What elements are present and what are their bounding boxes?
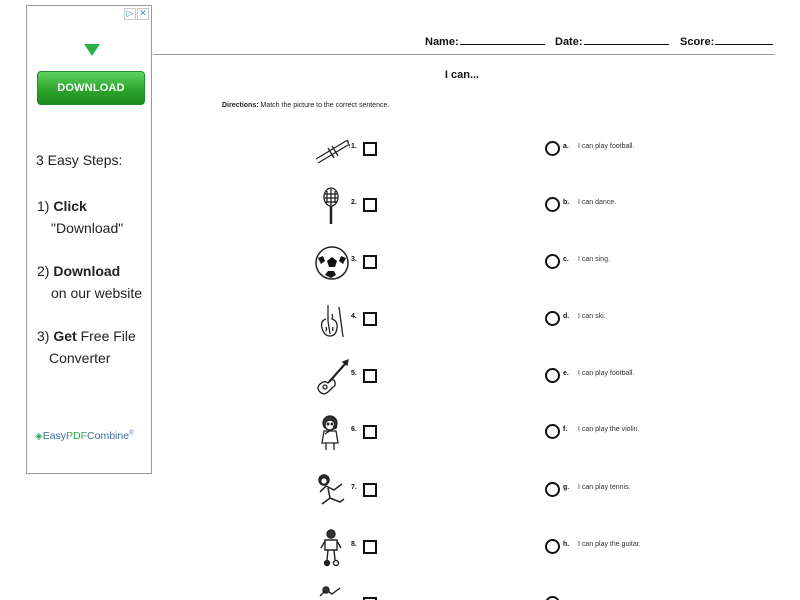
ad-step-2-number: 2) <box>37 263 50 279</box>
ad-logo-easy: Easy <box>42 430 67 442</box>
answer-box-2[interactable] <box>363 198 377 212</box>
option-letter: e. <box>563 370 569 377</box>
ad-steps-title: 3 Easy Steps: <box>36 152 123 168</box>
match-row-1 <box>0 131 800 171</box>
match-dot-e[interactable] <box>545 368 560 383</box>
ad-step-2-action: Download <box>53 263 121 279</box>
option-letter: a. <box>563 143 569 150</box>
match-row-2 <box>0 187 800 227</box>
football-player-icon <box>312 529 350 567</box>
item-number: 2. <box>351 199 357 206</box>
guitar-icon <box>312 358 350 396</box>
directions-text: Match the picture to the correct sentence. <box>260 102 390 109</box>
option-letter: d. <box>563 313 570 320</box>
violin-icon <box>312 301 350 339</box>
match-dot-i[interactable] <box>545 596 560 600</box>
directions-label: Directions: <box>222 102 259 109</box>
directions <box>222 102 389 109</box>
ad-step-1-detail: "Download" <box>51 220 124 236</box>
option-sentence: I can dance. <box>578 199 617 206</box>
ad-close-icon[interactable]: ✕ <box>137 8 149 20</box>
match-row-7 <box>0 472 800 512</box>
ad-step-3-detail: Converter <box>49 350 111 366</box>
score-label: Score: <box>680 36 715 48</box>
advertisement-panel[interactable] <box>26 5 152 474</box>
option-sentence: I can play tennis. <box>578 484 631 491</box>
date-blank[interactable] <box>584 35 669 45</box>
answer-box-5[interactable] <box>363 369 377 383</box>
arrow-down-icon <box>84 44 100 56</box>
match-dot-g[interactable] <box>545 482 560 497</box>
match-dot-a[interactable] <box>545 141 560 156</box>
match-row-5 <box>0 358 800 398</box>
ad-logo-combine: Combine <box>87 430 130 442</box>
leaf-icon: ◈ <box>35 431 43 442</box>
answer-box-1[interactable] <box>363 142 377 156</box>
adchoices-icon[interactable]: ▷ <box>124 8 136 20</box>
date-field <box>555 35 669 48</box>
answer-box-4[interactable] <box>363 312 377 326</box>
match-dot-h[interactable] <box>545 539 560 554</box>
match-row-8 <box>0 529 800 569</box>
score-blank[interactable] <box>715 35 773 45</box>
singer-icon <box>312 414 350 452</box>
tennis-racket-icon <box>312 187 350 225</box>
option-letter: b. <box>563 199 570 206</box>
item-number: 1. <box>351 143 357 150</box>
answer-box-3[interactable] <box>363 255 377 269</box>
soccer-ball-icon <box>312 244 350 282</box>
worksheet-title: I can... <box>444 69 480 81</box>
ad-download-button[interactable]: DOWNLOAD <box>37 71 145 105</box>
option-letter: c. <box>563 256 569 263</box>
ad-step-3-number: 3) <box>37 328 50 344</box>
option-sentence: I can play the violin. <box>578 426 640 433</box>
ad-step-1-action: Click <box>53 198 87 214</box>
name-label: Name: <box>425 36 459 48</box>
option-sentence: I can play football. <box>578 143 635 150</box>
item-number: 6. <box>351 426 357 433</box>
match-dot-c[interactable] <box>545 254 560 269</box>
answer-box-8[interactable] <box>363 540 377 554</box>
skis-icon <box>312 131 350 169</box>
option-letter: f. <box>563 426 568 433</box>
match-dot-f[interactable] <box>545 424 560 439</box>
option-sentence: I can ski. <box>578 313 606 320</box>
ad-step-2-detail: on our website <box>51 285 143 301</box>
cyclist-icon <box>312 586 350 600</box>
match-row-4 <box>0 301 800 341</box>
item-number: 8. <box>351 541 357 548</box>
date-label: Date: <box>555 36 583 48</box>
item-number: 5. <box>351 370 357 377</box>
item-number: 4. <box>351 313 357 320</box>
dancer-icon <box>312 472 350 510</box>
answer-box-7[interactable] <box>363 483 377 497</box>
answer-box-6[interactable] <box>363 425 377 439</box>
option-sentence: I can sing. <box>578 256 610 263</box>
ad-badges <box>124 8 149 20</box>
option-letter: g. <box>563 484 570 491</box>
ad-step-1-number: 1) <box>37 198 50 214</box>
match-row-3 <box>0 244 800 284</box>
option-sentence: I can play the guitar. <box>578 541 641 548</box>
name-field <box>425 35 545 48</box>
ad-logo-pdf: PDF <box>66 430 88 442</box>
ad-logo-trademark: ® <box>129 430 134 437</box>
ad-step-3-action: Get <box>53 328 77 344</box>
match-dot-d[interactable] <box>545 311 560 326</box>
score-field <box>680 35 773 48</box>
match-row-9-partial <box>0 586 800 600</box>
option-letter: h. <box>563 541 570 548</box>
name-blank[interactable] <box>460 35 545 45</box>
match-row-6 <box>0 414 800 454</box>
option-sentence: I can play football. <box>578 370 635 377</box>
match-dot-b[interactable] <box>545 197 560 212</box>
worksheet-header <box>153 31 775 55</box>
item-number: 3. <box>351 256 357 263</box>
ad-step-3-mid: Free File <box>80 328 136 344</box>
item-number: 7. <box>351 484 357 491</box>
